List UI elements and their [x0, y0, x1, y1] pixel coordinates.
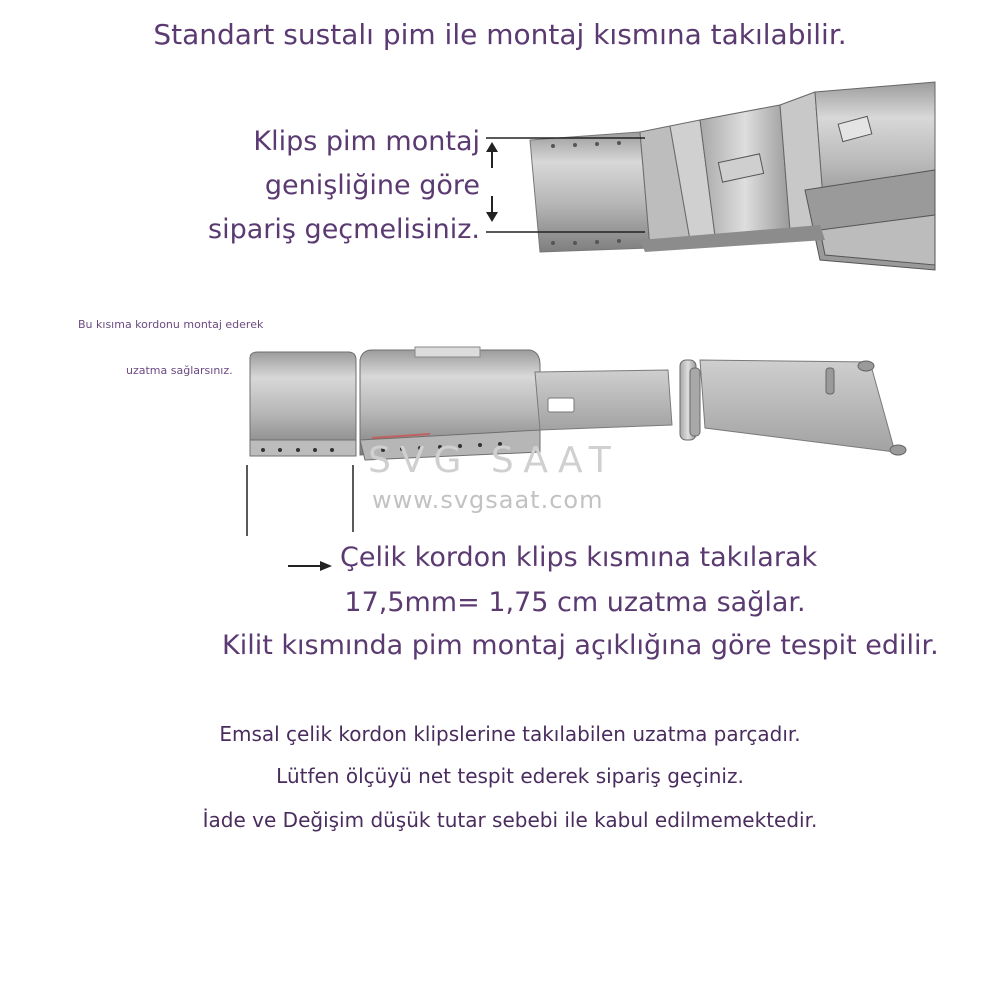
arrow-right-icon	[288, 561, 332, 571]
arrow-up-icon	[486, 142, 498, 168]
top-clasp-photo	[530, 82, 935, 270]
side-note-line-1: Bu kısıma kordonu montaj ederek	[78, 318, 264, 331]
footer-line-2: Lütfen ölçüyü net tespit ederek sipariş geçiniz.	[276, 764, 744, 788]
main-text-line-2: 17,5mm= 1,75 cm uzatma sağlar.	[344, 587, 806, 618]
extension-measure-lines	[247, 465, 353, 536]
klips-note-line-3: sipariş geçmelisiniz.	[208, 214, 480, 245]
footer-line-3: İade ve Değişim düşük tutar sebebi ile kabul edilmemektedir.	[202, 808, 818, 832]
main-text-line-1: Çelik kordon klips kısmına takılarak	[340, 542, 818, 573]
watermark-brand: SVG SAAT	[368, 440, 620, 481]
side-note-line-2: uzatma sağlarsınız.	[126, 364, 233, 377]
klips-note-line-1: Klips pim montaj	[253, 126, 480, 157]
klips-note-line-2: genişliğine göre	[264, 170, 480, 201]
main-text-line-3: Kilit kısmında pim montaj açıklığına göre tespit edilir.	[222, 630, 939, 661]
arrow-down-icon	[486, 196, 498, 222]
watermark-url: www.svgsaat.com	[372, 486, 604, 514]
footer-line-1: Emsal çelik kordon klipslerine takılabilen uzatma parçadır.	[219, 722, 801, 746]
headline: Standart sustalı pim ile montaj kısmına takılabilir.	[153, 18, 847, 51]
